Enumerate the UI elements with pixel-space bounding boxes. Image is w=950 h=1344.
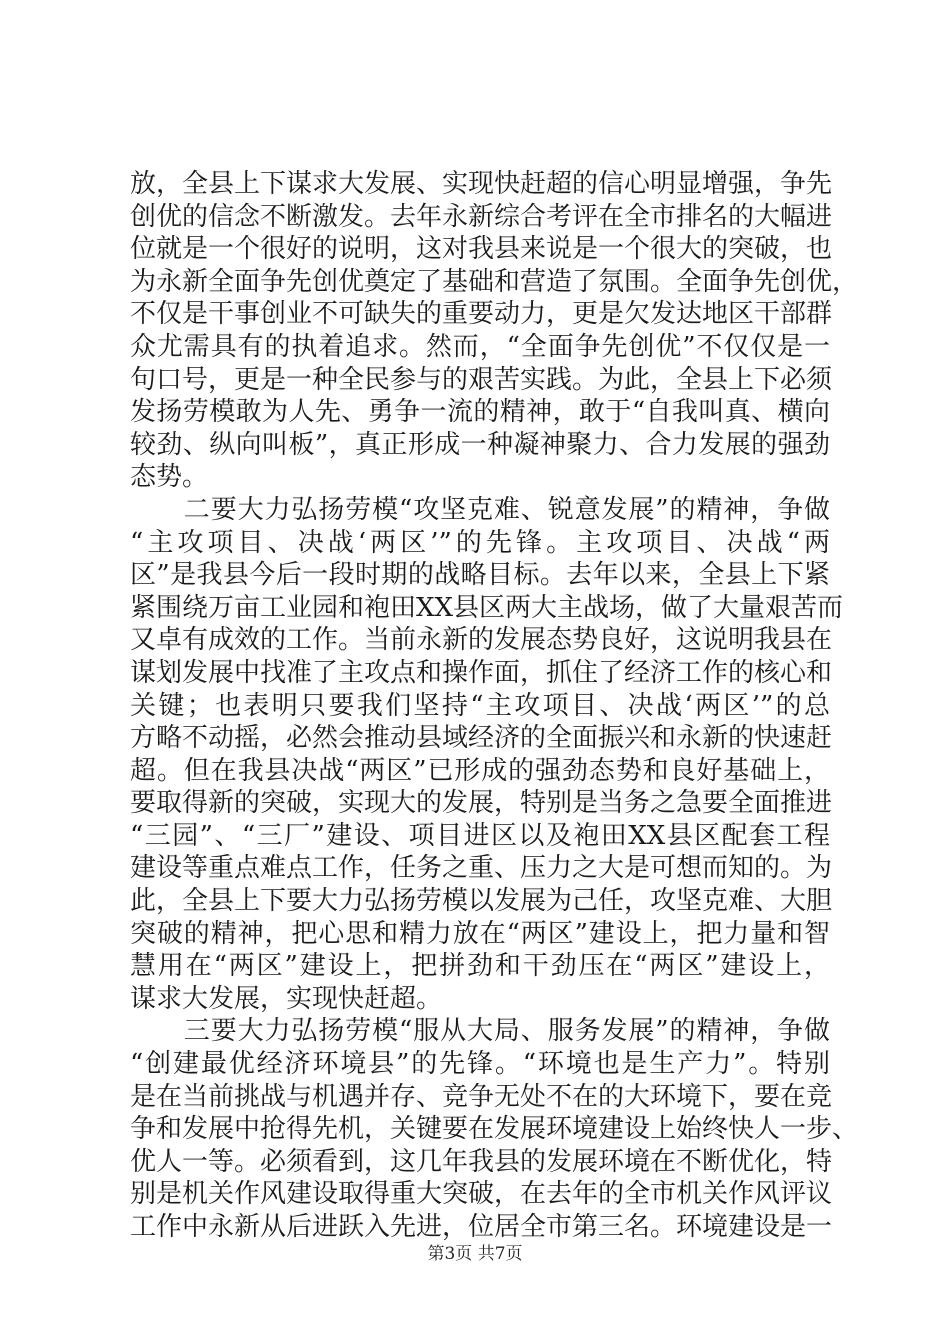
text-line: “创建最优经济环境县”的先锋。“环境也是生产力”。特别 bbox=[130, 1049, 830, 1080]
text-line: 方略不动摇，必然会推动县域经济的全面振兴和永新的快速赶 bbox=[130, 723, 833, 754]
text-line: 不仅是干事创业不可缺失的重要动力，更是欠发达地区干部群 bbox=[130, 299, 833, 330]
text-line: 建设等重点难点工作，任务之重、压力之大是可想而知的。为 bbox=[130, 853, 833, 884]
text-line: 此，全县上下要大力弘扬劳模以发展为己任，攻坚克难、大胆 bbox=[130, 886, 833, 917]
text-line: 是在当前挑战与机遇并存、竞争无处不在的大环境下，要在竞 bbox=[130, 1081, 833, 1112]
body-text bbox=[130, 168, 859, 1244]
text-line: 慧用在“两区”建设上，把拼劲和干劲压在“两区”建设上， bbox=[130, 951, 830, 982]
text-line: 众尤需具有的执着追求。然而，“全面争先创优”不仅仅是一 bbox=[130, 331, 830, 362]
text-line: 优人一等。必须看到，这几年我县的发展环境在不断优化，特 bbox=[130, 1146, 833, 1177]
text-line: 争和发展中抢得先机，关键要在发展环境建设上始终快人一步、 bbox=[130, 1114, 859, 1145]
text-line: 超。但在我县决战“两区”已形成的强劲态势和良好基础上， bbox=[130, 755, 830, 786]
text-line: 谋求大发展，实现快赶超。 bbox=[130, 983, 443, 1014]
text-line: 别是机关作风建设取得重大突破，在去年的全市机关作风评议 bbox=[130, 1179, 833, 1210]
text-line: 态势。 bbox=[130, 462, 209, 493]
text-line: 放，全县上下谋求大发展、实现快赶超的信心明显增强，争先 bbox=[130, 169, 833, 199]
text-line: 三要大力弘扬劳模“服从大局、服务发展”的精神，争做 bbox=[130, 1016, 830, 1047]
text-line: 工作中永新从后进跃入先进，位居全市第三名。环境建设是一 bbox=[130, 1212, 833, 1242]
text-line: 谋划发展中找准了主攻点和操作面，抓住了经济工作的核心和 bbox=[130, 657, 833, 688]
text-line: 二要大力弘扬劳模“攻坚克难、锐意发展”的精神，争做 bbox=[130, 494, 830, 525]
text-line: 要取得新的突破，实现大的发展，特别是当务之急要全面推进 bbox=[130, 788, 833, 819]
text-line: 较劲、纵向叫板”，真正形成一种凝神聚力、合力发展的强劲 bbox=[130, 429, 830, 460]
text-line: 发扬劳模敢为人先、勇争一流的精神，敢于“自我叫真、横向 bbox=[130, 397, 830, 428]
text-line: 位就是一个很好的说明，这对我县来说是一个很大的突破，也 bbox=[130, 234, 833, 265]
text-line: 句口号，更是一种全民参与的艰苦实践。为此，全县上下必须 bbox=[130, 364, 833, 395]
text-line: 区”是我县今后一段时期的战略目标。去年以来，全县上下紧 bbox=[130, 560, 830, 591]
text-line: 又卓有成效的工作。当前永新的发展态势良好，这说明我县在 bbox=[130, 625, 833, 656]
text-line: 为永新全面争先创优奠定了基础和营造了氛围。全面争先创优， bbox=[130, 266, 859, 297]
text-line: 紧围绕万亩工业园和袍田XX县区两大主战场，做了大量艰苦而 bbox=[130, 592, 844, 623]
text-line: 创优的信念不断激发。去年永新综合考评在全市排名的大幅进 bbox=[130, 201, 833, 232]
text-line: 关键；也表明只要我们坚持“主攻项目、决战‘两区’”的总 bbox=[130, 690, 830, 721]
page-footer: 第3页 共7页 bbox=[427, 1244, 523, 1264]
text-line: 突破的精神，把心思和精力放在“两区”建设上，把力量和智 bbox=[130, 918, 830, 949]
text-line: “三园”、“三厂”建设、项目进区以及袍田XX县区配套工程 bbox=[130, 820, 830, 851]
text-line: “主攻项目、决战‘两区’”的先锋。主攻项目、决战“两 bbox=[130, 527, 830, 558]
